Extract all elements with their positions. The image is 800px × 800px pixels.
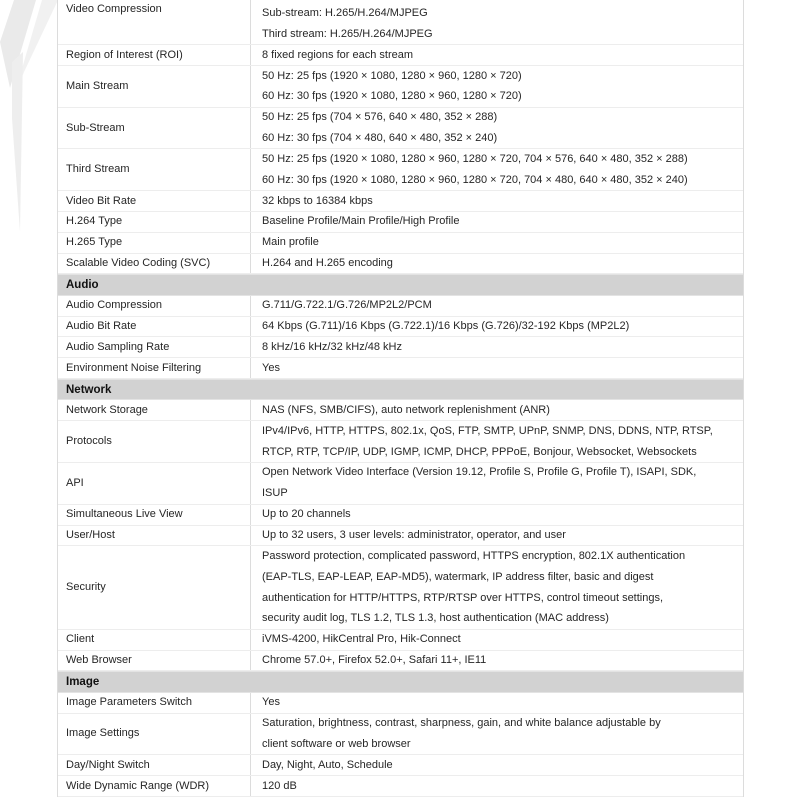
spec-row <box>58 66 743 108</box>
spec-row <box>58 254 743 275</box>
spec-label: Video Bit Rate <box>66 194 137 207</box>
value-line: security audit log, TLS 1.2, TLS 1.3, host authentication (MAC address) <box>262 612 609 625</box>
value-line: iVMS-4200, HikCentral Pro, Hik-Connect <box>262 633 461 646</box>
spec-row <box>58 755 743 776</box>
value-line: 50 Hz: 25 fps (1920 × 1080, 1280 × 960, 1280 × 720, 704 × 576, 640 × 480, 352 × 288) <box>262 152 688 165</box>
spec-value <box>250 337 743 357</box>
value-line: (EAP-TLS, EAP-LEAP, EAP-MD5), watermark, IP address filter, basic and digest <box>262 570 654 583</box>
spec-row <box>58 421 743 463</box>
value-line: 50 Hz: 25 fps (704 × 576, 640 × 480, 352 × 288) <box>262 111 498 124</box>
spec-value <box>250 505 743 525</box>
section-header-image: Image <box>58 671 743 692</box>
spec-value <box>250 526 743 546</box>
spec-value <box>250 358 743 378</box>
spec-row <box>58 191 743 212</box>
value-line: IPv4/IPv6, HTTP, HTTPS, 802.1x, QoS, FTP, SMTP, UPnP, SNMP, DNS, DDNS, NTP, RTSP, <box>262 424 713 437</box>
spec-row <box>58 149 743 191</box>
spec-value <box>250 755 743 775</box>
value-line: RTCP, RTP, TCP/IP, UDP, IGMP, ICMP, DHCP, PPPoE, Bonjour, Websocket, Websockets <box>262 445 697 458</box>
spec-label: API <box>66 476 84 489</box>
value-line: Third stream: H.265/H.264/MJPEG <box>262 27 433 40</box>
value-line: NAS (NFS, SMB/CIFS), auto network replenishment (ANR) <box>262 403 550 416</box>
value-line: Day, Night, Auto, Schedule <box>262 758 393 771</box>
spec-value <box>250 651 743 671</box>
spec-label: Third Stream <box>66 163 130 176</box>
spec-row <box>58 714 743 756</box>
value-line: 8 fixed regions for each stream <box>262 48 414 61</box>
value-line: Up to 20 channels <box>262 508 351 521</box>
spec-value <box>250 400 743 420</box>
spec-row <box>58 463 743 505</box>
spec-label: Video Compression <box>66 3 162 15</box>
spec-label: Protocols <box>66 435 112 448</box>
value-line: 60 Hz: 30 fps (1920 × 1080, 1280 × 960, 1280 × 720) <box>262 90 522 103</box>
spec-value <box>250 296 743 316</box>
value-line: Open Network Video Interface (Version 19.12, Profile S, Profile G, Profile T), ISAPI, SDK, <box>262 466 697 479</box>
spec-label: Security <box>66 581 106 594</box>
spec-label: User/Host <box>66 528 115 541</box>
value-line: Yes <box>262 696 280 709</box>
spec-row <box>58 630 743 651</box>
spec-value <box>250 0 743 44</box>
spec-label: Audio Sampling Rate <box>66 340 170 353</box>
value-line: ISUP <box>262 487 288 500</box>
value-line: Sub-stream: H.265/H.264/MJPEG <box>262 7 428 19</box>
value-line: 50 Hz: 25 fps (1920 × 1080, 1280 × 960, 1280 × 720) <box>262 69 522 82</box>
value-line: 32 kbps to 16384 kbps <box>262 194 373 207</box>
spec-label: Simultaneous Live View <box>66 508 183 521</box>
value-line: Main profile <box>262 236 319 249</box>
spec-label: H.265 Type <box>66 236 123 249</box>
spec-value <box>250 714 743 755</box>
value-line: H.264 and H.265 encoding <box>262 257 393 270</box>
spec-row <box>58 358 743 379</box>
spec-label: Environment Noise Filtering <box>66 361 202 374</box>
spec-row <box>58 776 743 797</box>
spec-label: Web Browser <box>66 654 132 666</box>
spec-value <box>250 693 743 713</box>
value-line: Baseline Profile/Main Profile/High Profile <box>262 215 460 228</box>
spec-label: Scalable Video Coding (SVC) <box>66 257 211 270</box>
spec-label: Audio Bit Rate <box>66 320 137 333</box>
section-header-audio: Audio <box>58 274 743 295</box>
spec-label: Main Stream <box>66 79 129 92</box>
spec-label: Audio Compression <box>66 299 162 312</box>
value-line: Yes <box>262 361 280 374</box>
value-line: Password protection, complicated password, HTTPS encryption, 802.1X authentication <box>262 549 686 562</box>
spec-row <box>58 317 743 338</box>
spec-value <box>250 212 743 232</box>
spec-row <box>58 212 743 233</box>
value-line: 8 kHz/16 kHz/32 kHz/48 kHz <box>262 340 402 353</box>
value-line: 60 Hz: 30 fps (1920 × 1080, 1280 × 960, 1280 × 720, 704 × 480, 640 × 480, 352 × 240) <box>262 173 688 186</box>
spec-value <box>250 546 743 628</box>
spec-value <box>250 45 743 65</box>
spec-row <box>58 45 743 66</box>
spec-value <box>250 66 743 107</box>
spec-row <box>58 0 743 45</box>
spec-label: Region of Interest (ROI) <box>66 48 183 61</box>
spec-value <box>250 776 743 796</box>
spec-label: Wide Dynamic Range (WDR) <box>66 779 210 792</box>
spec-row <box>58 400 743 421</box>
spec-row <box>58 296 743 317</box>
spec-row <box>58 526 743 547</box>
value-line: authentication for HTTP/HTTPS, RTP/RTSP over HTTPS, control timeout settings, <box>262 591 664 604</box>
specification-table <box>57 0 744 797</box>
spec-label: Image Parameters Switch <box>66 696 192 709</box>
spec-value <box>250 421 743 462</box>
spec-label: H.264 Type <box>66 215 123 228</box>
spec-label: Client <box>66 633 95 646</box>
spec-label: Image Settings <box>66 727 140 740</box>
spec-row <box>58 693 743 714</box>
spec-value <box>250 463 743 504</box>
spec-row <box>58 546 743 629</box>
spec-row <box>58 108 743 150</box>
spec-value <box>250 254 743 274</box>
spec-value <box>250 317 743 337</box>
spec-value <box>250 630 743 650</box>
spec-value <box>250 149 743 190</box>
spec-label: Sub-Stream <box>66 121 125 134</box>
spec-row <box>58 337 743 358</box>
value-line: G.711/G.722.1/G.726/MP2L2/PCM <box>262 299 432 312</box>
section-header-network: Network <box>58 379 743 400</box>
spec-value <box>250 191 743 211</box>
spec-row <box>58 233 743 254</box>
spec-row <box>58 505 743 526</box>
value-line: Chrome 57.0+, Firefox 52.0+, Safari 11+, IE11 <box>262 654 487 667</box>
spec-value <box>250 233 743 253</box>
value-line: 60 Hz: 30 fps (704 × 480, 640 × 480, 352 × 240) <box>262 132 498 145</box>
spec-label: Day/Night Switch <box>66 758 150 771</box>
spec-value <box>250 108 743 149</box>
spec-label: Network Storage <box>66 403 148 416</box>
value-line: Up to 32 users, 3 user levels: administrator, operator, and user <box>262 529 566 541</box>
value-line: client software or web browser <box>262 737 411 750</box>
value-line: 64 Kbps (G.711)/16 Kbps (G.722.1)/16 Kbps (G.726)/32-192 Kbps (MP2L2) <box>262 320 630 333</box>
value-line: Saturation, brightness, contrast, sharpness, gain, and white balance adjustable by <box>262 717 661 730</box>
value-line: 120 dB <box>262 779 297 792</box>
spec-row <box>58 651 743 672</box>
